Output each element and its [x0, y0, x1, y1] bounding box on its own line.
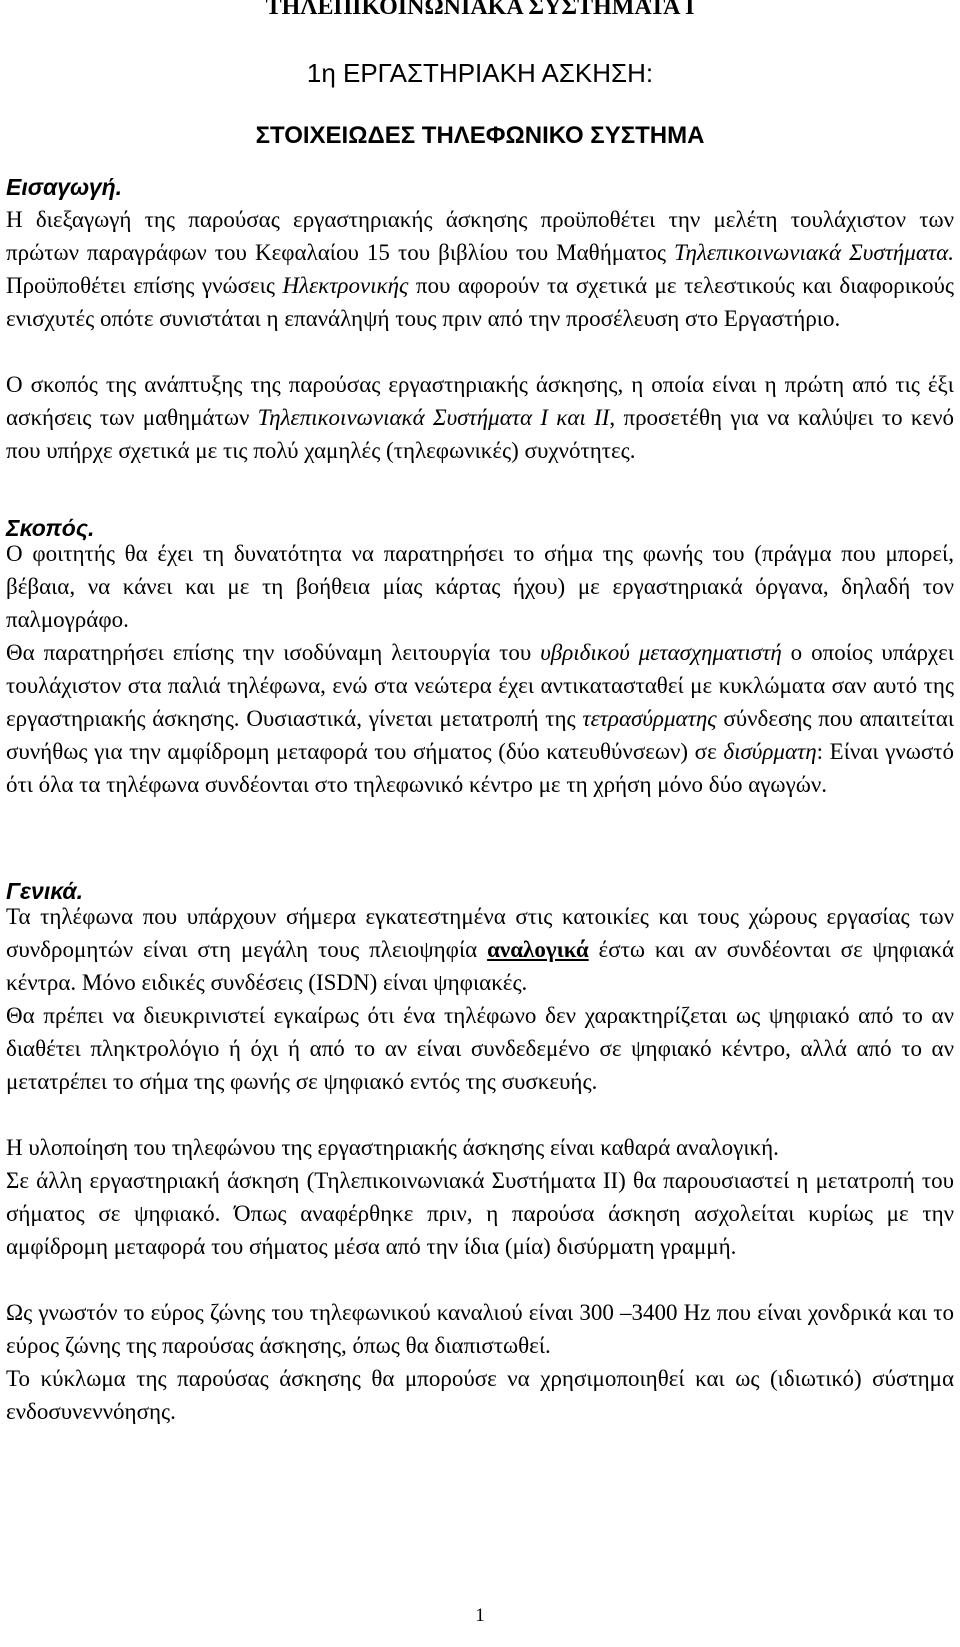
general-paragraph-1: Τα τηλέφωνα που υπάρχουν σήμερα εγκατεστημένα στις κατοικίες και τους χώρους εργασίας των συνδρομητών είναι στη μεγάλη τους πλειοψηφία αναλογικά έστω και αν συνδέονται σε ψηφιακά κέντρα. Μόνο ειδικές συνδέσεις (ISDN) είναι ψηφιακές.: [6, 904, 954, 995]
aim-paragraph-2: Θα παρατηρήσει επίσης την ισοδύναμη λειτουργία του υβριδικού μετασχηματιστή ο οποίος υπάρχει τουλάχιστον στα παλιά τηλέφωνα, ενώ στα νεώτερα έχει αντικατασταθεί με κυκλώματα σαν αυτό της εργαστηριακής άσκησης. Ουσιαστικά, γίνεται μετατροπή της τετρασύρματης σύνδεσης που απαιτείται συνήθως για την αμφίδρομη μεταφορά του σήματος (δύο κατευθύνσεων) σε δισύρματη: Είναι γνωστό ότι όλα τα τηλέφωνα συνδέονται στο τηλεφωνικό κέντρο με τη χρήση μόνο δύο αγωγών.: [6, 640, 955, 797]
general-paragraph-3: Η υλοποίηση του τηλεφώνου της εργαστηριακής άσκησης είναι καθαρά αναλογική.: [6, 1135, 779, 1160]
intro-heading: Εισαγωγή.: [6, 174, 123, 200]
page-number: 1: [475, 1605, 485, 1626]
general-paragraph-6: Το κύκλωμα της παρούσας άσκησης θα μπορούσε να χρησιμοποιηθεί και ως (ιδιωτικό) σύστημα ενδοσυνεννόησης.: [6, 1366, 954, 1424]
exercise-title: 1η ΕΡΓΑΣΤΗΡΙΑΚΗ ΑΣΚΗΣΗ:: [306, 58, 654, 88]
intro-paragraph-2: Ο σκοπός της ανάπτυξης της παρούσας εργαστηριακής άσκησης, η οποία είναι η πρώτη από τις έξι ασκήσεις των μαθημάτων Τηλεπικοινωνιακά Συστήματα Ι και ΙΙ, προσετέθη για να καλύψει το κενό που υπήρχε σχετικά με τις πολύ χαμηλές (τηλεφωνικές) συχνότητες.: [6, 372, 954, 463]
general-paragraph-4: Σε άλλη εργαστηριακή άσκηση (Τηλεπικοινωνιακά Συστήματα ΙΙ) θα παρουσιαστεί η μετατροπή του σήματος σε ψηφιακό. Όπως αναφέρθηκε πριν, η παρούσα άσκηση ασχολείται κυρίως με την αμφίδρομη μεταφορά του σήματος μέσα από την ίδια (μία) δισύρματη γραμμή.: [6, 1168, 954, 1259]
general-paragraph-5: Ως γνωστόν το εύρος ζώνης του τηλεφωνικού καναλιού είναι 300 –3400 Hz που είναι χονδρικά και το εύρος ζώνης της παρούσας άσκησης, όπως θα διαπιστωθεί.: [6, 1300, 954, 1358]
general-heading: Γενικά.: [6, 878, 84, 904]
general-paragraph-2: Θα πρέπει να διευκρινιστεί εγκαίρως ότι ένα τηλέφωνο δεν χαρακτηρίζεται ως ψηφιακό από το αν διαθέτει πληκτρολόγιο ή όχι ή από το αν είναι συνδεδεμένο σε ψηφιακό κέντρο, αλλά από το αν μετατρέπει το σήμα της φωνής σε ψηφιακό εντός της συσκευής.: [6, 1003, 954, 1094]
intro-paragraph-1: Η διεξαγωγή της παρούσας εργαστηριακής άσκησης προϋποθέτει την μελέτη τουλάχιστον των πρώτων παραγράφων του Κεφαλαίου 15 του βιβλίου του Μαθήματος Τηλεπικοινωνιακά Συστήματα. Προϋποθέτει επίσης γνώσεις Ηλεκτρονικής που αφορούν τα σχετικά με τελεστικούς και διαφορικούς ενισχυτές οπότε συνιστάται η επανάληψή τους πριν από την προσέλευση στο Εργαστήριο.: [6, 207, 954, 331]
subject-title: ΣΤΟΙΧΕΙΩΔΕΣ ΤΗΛΕΦΩΝΙΚΟ ΣΥΣΤΗΜΑ: [255, 122, 705, 149]
aim-heading: Σκοπός.: [6, 515, 95, 541]
aim-paragraph-1: Ο φοιτητής θα έχει τη δυνατότητα να παρατηρήσει το σήμα της φωνής του (πράγμα που μπορεί, βέβαια, να κάνει και με τη βοήθεια μίας κάρτας ήχου) με εργαστηριακά όργανα, δηλαδή τον παλμογράφο.: [6, 541, 954, 632]
course-title: ΤΗΛΕΠΙΚΟΙΝΩΝΙΑΚΑ ΣΥΣΤΗΜΑΤΑ Ι: [265, 0, 695, 20]
